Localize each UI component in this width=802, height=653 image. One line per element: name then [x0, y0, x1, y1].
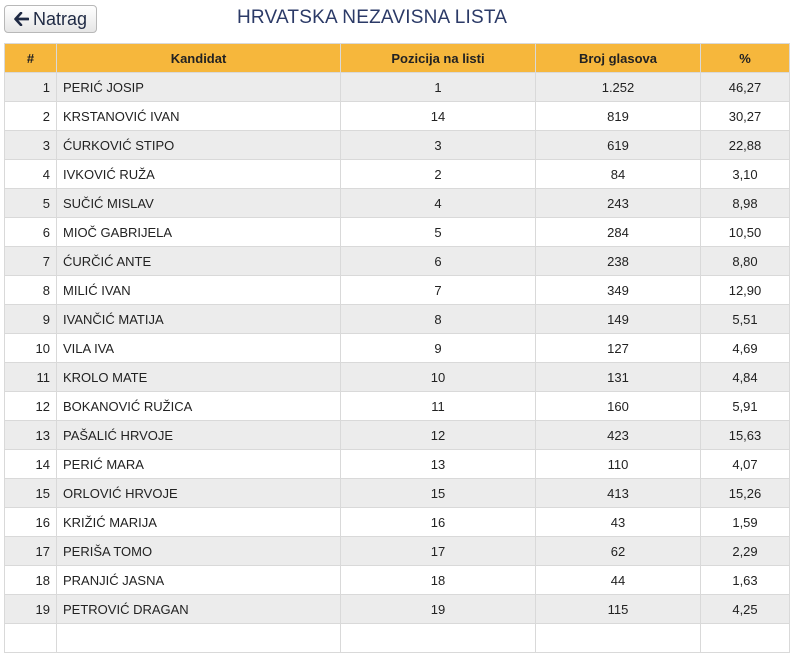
table-row: [5, 102, 790, 131]
list-position-cell: 10: [341, 363, 536, 392]
percent-cell: 4,25: [701, 595, 790, 624]
table-row: [5, 131, 790, 160]
rank-cell: 16: [5, 508, 57, 537]
table-row: [5, 392, 790, 421]
table-row: [5, 305, 790, 334]
percent-cell: 15,26: [701, 479, 790, 508]
candidate-name-cell: PAŠALIĆ HRVOJE: [57, 421, 341, 450]
table-row: [5, 450, 790, 479]
candidate-name-cell: ĆURKOVIĆ STIPO: [57, 131, 341, 160]
table-row: [5, 189, 790, 218]
rank-cell: 1: [5, 73, 57, 102]
votes-cell: 149: [536, 305, 701, 334]
table-row: [5, 218, 790, 247]
page-title: HRVATSKA NEZAVISNA LISTA: [237, 7, 508, 28]
candidate-name-cell: PRANJIĆ JASNA: [57, 566, 341, 595]
list-position-cell: 4: [341, 189, 536, 218]
column-header-candidate: Kandidat: [57, 44, 341, 73]
percent-cell: 10,50: [701, 218, 790, 247]
arrow-left-icon: [14, 12, 29, 26]
rank-cell: 17: [5, 537, 57, 566]
percent-cell: 4,69: [701, 334, 790, 363]
list-position-cell: 14: [341, 102, 536, 131]
back-button-label: Natrag: [32, 8, 88, 29]
rank-cell: 12: [5, 392, 57, 421]
percent-cell: 46,27: [701, 73, 790, 102]
votes-cell: 413: [536, 479, 701, 508]
votes-cell: 1.252: [536, 73, 701, 102]
rank-cell: 5: [5, 189, 57, 218]
percent-cell: 1,63: [701, 566, 790, 595]
votes-cell: 131: [536, 363, 701, 392]
candidate-name-cell: BOKANOVIĆ RUŽICA: [57, 392, 341, 421]
percent-cell: 8,98: [701, 189, 790, 218]
votes-cell: 127: [536, 334, 701, 363]
table-header-row: [5, 44, 790, 73]
candidate-name-cell: PERIŠA TOMO: [57, 537, 341, 566]
table-row: [5, 160, 790, 189]
percent-cell: 8,80: [701, 247, 790, 276]
percent-cell: 12,90: [701, 276, 790, 305]
percent-cell: 3,10: [701, 160, 790, 189]
candidate-name-cell: VILA IVA: [57, 334, 341, 363]
rank-cell: 14: [5, 450, 57, 479]
percent-cell: 15,63: [701, 421, 790, 450]
list-position-cell: 9: [341, 334, 536, 363]
candidate-name-cell: PERIĆ MARA: [57, 450, 341, 479]
rank-cell: 19: [5, 595, 57, 624]
list-position-cell: 7: [341, 276, 536, 305]
list-position-cell: 8: [341, 305, 536, 334]
list-position-cell: 1: [341, 73, 536, 102]
candidate-name-cell: SUČIĆ MISLAV: [57, 189, 341, 218]
votes-cell: [536, 624, 701, 653]
list-position-cell: 2: [341, 160, 536, 189]
candidate-name-cell: ĆURČIĆ ANTE: [57, 247, 341, 276]
list-position-cell: 18: [341, 566, 536, 595]
table-row: [5, 421, 790, 450]
back-button[interactable]: [4, 5, 97, 33]
rank-cell: 2: [5, 102, 57, 131]
percent-cell: 5,91: [701, 392, 790, 421]
candidate-name-cell: PERIĆ JOSIP: [57, 73, 341, 102]
list-position-cell: [341, 624, 536, 653]
table-row: [5, 508, 790, 537]
rank-cell: 13: [5, 421, 57, 450]
votes-cell: 160: [536, 392, 701, 421]
votes-cell: 115: [536, 595, 701, 624]
list-position-cell: 11: [341, 392, 536, 421]
candidate-name-cell: IVANČIĆ MATIJA: [57, 305, 341, 334]
votes-cell: 243: [536, 189, 701, 218]
candidate-name-cell: KRIŽIĆ MARIJA: [57, 508, 341, 537]
votes-cell: 238: [536, 247, 701, 276]
list-position-cell: 6: [341, 247, 536, 276]
votes-cell: 284: [536, 218, 701, 247]
rank-cell: 15: [5, 479, 57, 508]
column-header-rank: #: [5, 44, 57, 73]
table-row: [5, 479, 790, 508]
rank-cell: 8: [5, 276, 57, 305]
column-header-percent: %: [701, 44, 790, 73]
votes-cell: 423: [536, 421, 701, 450]
candidate-name-cell: IVKOVIĆ RUŽA: [57, 160, 341, 189]
candidates-table: [4, 43, 790, 653]
table-row: [5, 363, 790, 392]
list-position-cell: 15: [341, 479, 536, 508]
votes-cell: 84: [536, 160, 701, 189]
rank-cell: [5, 624, 57, 653]
table-row: [5, 247, 790, 276]
candidate-name-cell: ORLOVIĆ HRVOJE: [57, 479, 341, 508]
candidate-name-cell: [57, 624, 341, 653]
percent-cell: 4,84: [701, 363, 790, 392]
percent-cell: 22,88: [701, 131, 790, 160]
table-row: [5, 334, 790, 363]
table-row: [5, 537, 790, 566]
candidate-name-cell: PETROVIĆ DRAGAN: [57, 595, 341, 624]
rank-cell: 4: [5, 160, 57, 189]
candidate-name-cell: KROLO MATE: [57, 363, 341, 392]
list-position-cell: 5: [341, 218, 536, 247]
table-row: [5, 73, 790, 102]
column-header-votes: Broj glasova: [536, 44, 701, 73]
votes-cell: 819: [536, 102, 701, 131]
votes-cell: 62: [536, 537, 701, 566]
percent-cell: 5,51: [701, 305, 790, 334]
votes-cell: 43: [536, 508, 701, 537]
table-row: [5, 595, 790, 624]
rank-cell: 7: [5, 247, 57, 276]
list-position-cell: 13: [341, 450, 536, 479]
percent-cell: 4,07: [701, 450, 790, 479]
list-position-cell: 17: [341, 537, 536, 566]
rank-cell: 18: [5, 566, 57, 595]
votes-cell: 110: [536, 450, 701, 479]
votes-cell: 44: [536, 566, 701, 595]
rank-cell: 10: [5, 334, 57, 363]
rank-cell: 11: [5, 363, 57, 392]
percent-cell: 2,29: [701, 537, 790, 566]
votes-cell: 619: [536, 131, 701, 160]
list-position-cell: 12: [341, 421, 536, 450]
votes-cell: 349: [536, 276, 701, 305]
column-header-list-position: Pozicija na listi: [341, 44, 536, 73]
rank-cell: 6: [5, 218, 57, 247]
rank-cell: 9: [5, 305, 57, 334]
list-position-cell: 3: [341, 131, 536, 160]
percent-cell: 1,59: [701, 508, 790, 537]
candidate-name-cell: MILIĆ IVAN: [57, 276, 341, 305]
list-position-cell: 19: [341, 595, 536, 624]
rank-cell: 3: [5, 131, 57, 160]
percent-cell: 30,27: [701, 102, 790, 131]
table-row: [5, 276, 790, 305]
percent-cell: [701, 624, 790, 653]
candidate-name-cell: MIOČ GABRIJELA: [57, 218, 341, 247]
candidate-name-cell: KRSTANOVIĆ IVAN: [57, 102, 341, 131]
table-row: [5, 566, 790, 595]
table-row: [5, 624, 790, 653]
list-position-cell: 16: [341, 508, 536, 537]
